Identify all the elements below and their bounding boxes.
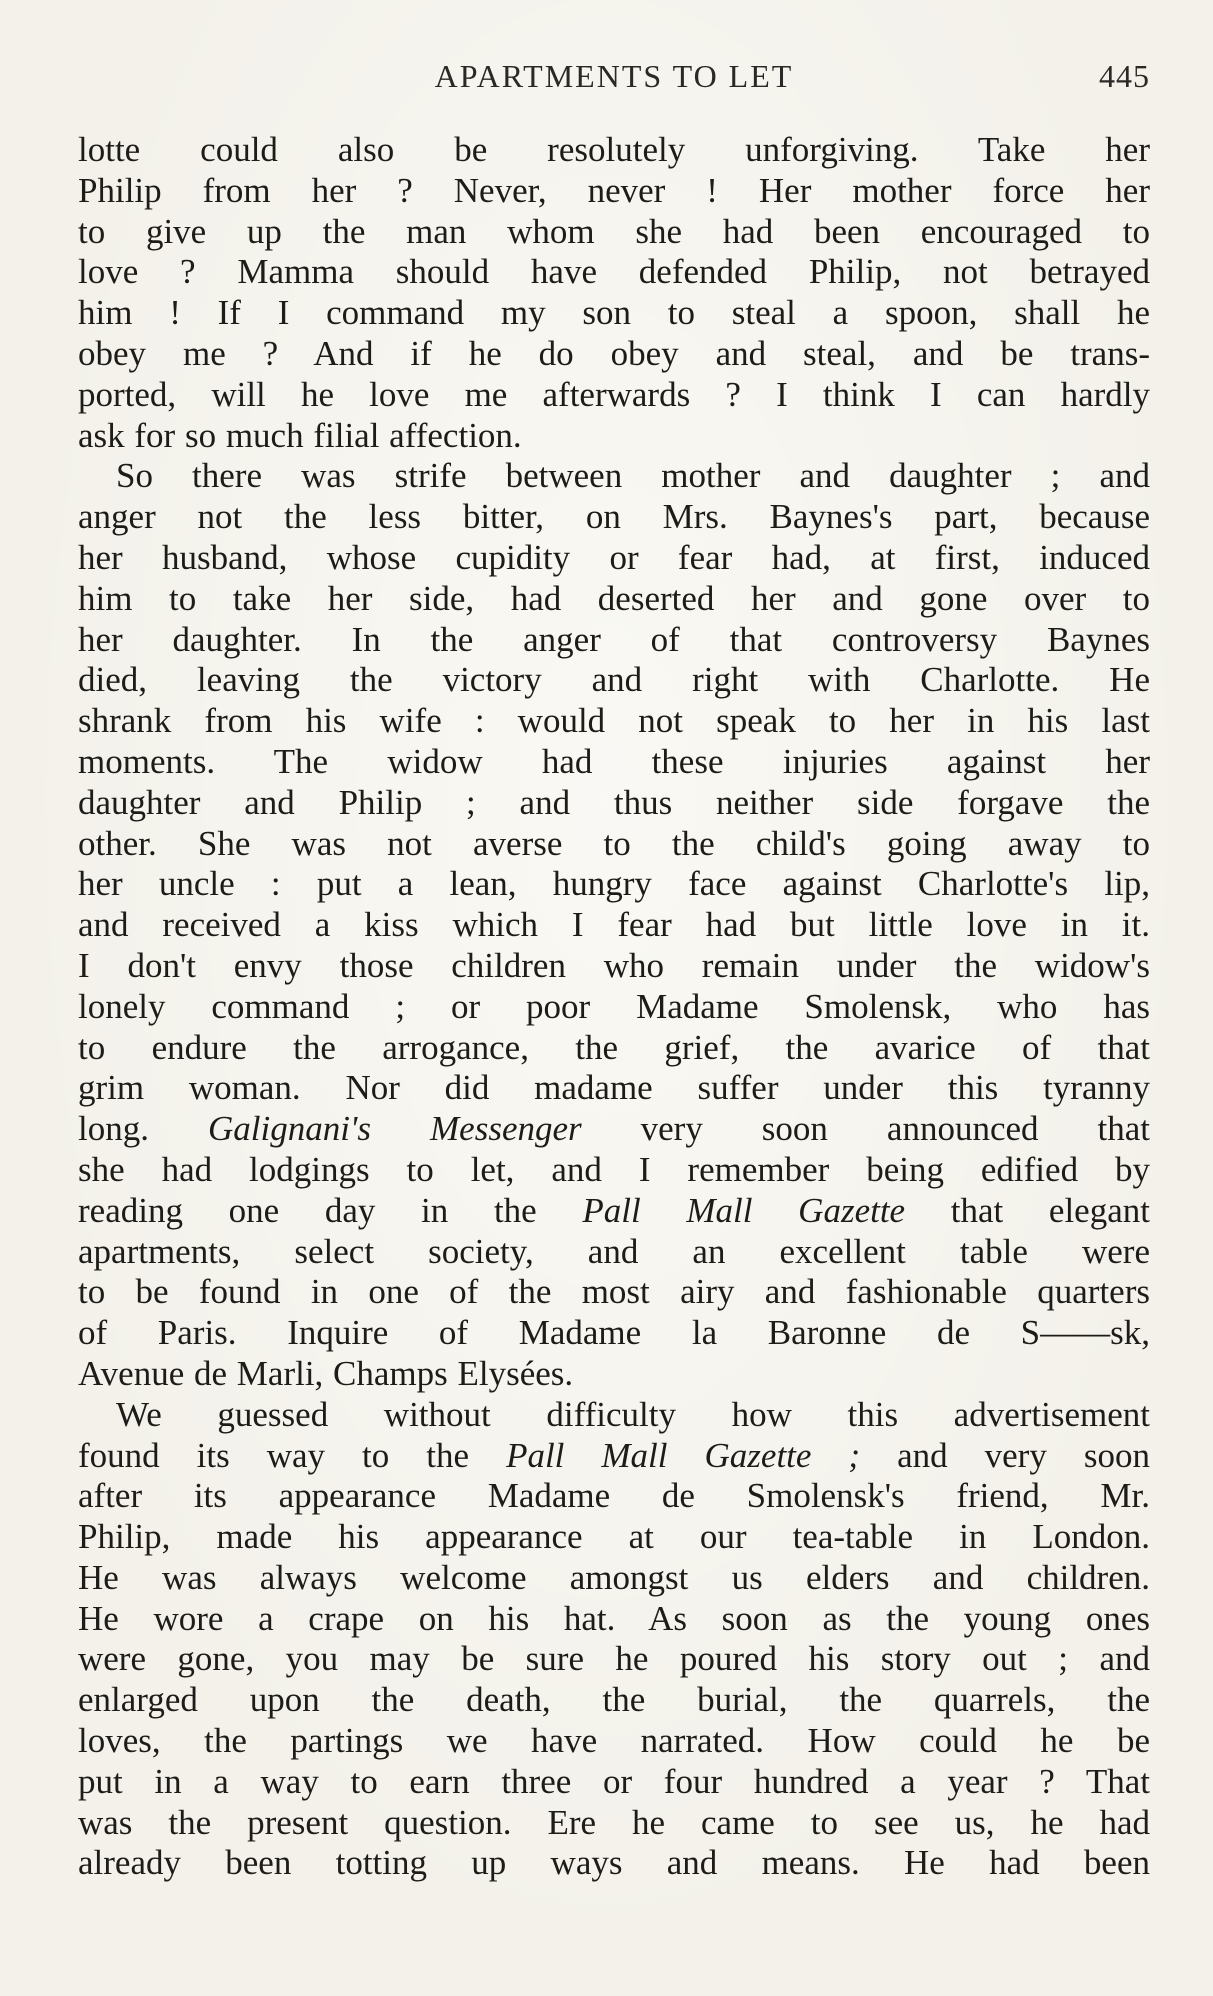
page-number: 445	[1099, 58, 1150, 94]
text-line: him ! If I command my son to steal a spoon, shall he	[78, 293, 1150, 333]
text-line: Philip from her ? Never, never ! Her mother force her	[78, 170, 1150, 210]
text-line: ported, will he love me afterwards ? I think I can hardly	[78, 374, 1150, 414]
text-line: enlarged upon the death, the burial, the quarrels, the	[78, 1680, 1150, 1720]
italic-title: Pall Mall Gazette ;	[506, 1435, 861, 1475]
text-line: her daughter. In the anger of that controversy Baynes	[78, 619, 1150, 659]
text-line: lonely command ; or poor Madame Smolensk, who has	[78, 986, 1150, 1026]
text-line: Philip, made his appearance at our tea-table in London.	[78, 1517, 1150, 1557]
running-head	[78, 58, 1150, 102]
text-segment: and very soon	[860, 1435, 1150, 1475]
text-line: was the present question. Ere he came to see us, he had	[78, 1802, 1150, 1842]
text-line: other. She was not averse to the child's going away to	[78, 823, 1150, 863]
text-line: anger not the less bitter, on Mrs. Baynes's part, because	[78, 497, 1150, 537]
text-line: already been totting up ways and means. He had been	[78, 1843, 1150, 1883]
text-line: to give up the man whom she had been encouraged to	[78, 211, 1150, 251]
text-line: her uncle : put a lean, hungry face against Charlotte's lip,	[78, 864, 1150, 904]
text-line: put in a way to earn three or four hundred a year ? That	[78, 1761, 1150, 1801]
text-segment: very soon announced that	[581, 1109, 1150, 1149]
body-text	[78, 130, 1150, 1884]
text-segment: long.	[78, 1109, 208, 1149]
text-line: I don't envy those children who remain under the widow's	[78, 945, 1150, 985]
text-line: obey me ? And if he do obey and steal, and be trans-	[78, 333, 1150, 373]
text-line	[78, 1191, 1150, 1232]
text-line: daughter and Philip ; and thus neither side forgave the	[78, 782, 1150, 822]
text-line: ask for so much filial affection.	[78, 415, 522, 455]
text-line	[78, 1436, 1150, 1477]
text-line: she had lodgings to let, and I remember being edified by	[78, 1149, 1150, 1189]
text-segment: reading one day in the	[78, 1190, 583, 1230]
text-line: He was always welcome amongst us elders and children.	[78, 1557, 1150, 1597]
text-line: and received a kiss which I fear had but little love in it.	[78, 905, 1150, 945]
text-segment: that elegant	[905, 1190, 1150, 1230]
text-line: were gone, you may be sure he poured his story out ; and	[78, 1639, 1150, 1679]
text-line: of Paris. Inquire of Madame la Baronne de S——sk,	[78, 1313, 1150, 1353]
italic-title: Galignani's Messenger	[207, 1109, 582, 1149]
text-line: loves, the partings we have narrated. How could he be	[78, 1721, 1150, 1761]
text-segment: found its way to the	[78, 1435, 507, 1475]
text-line: to endure the arrogance, the grief, the avarice of that	[78, 1027, 1150, 1067]
text-line: moments. The widow had these injuries against her	[78, 741, 1150, 781]
text-line: shrank from his wife : would not speak to her in his last	[78, 701, 1150, 741]
text-line: lotte could also be resolutely unforgiving. Take her	[78, 130, 1150, 169]
text-line: grim woman. Nor did madame suffer under this tyranny	[78, 1068, 1150, 1108]
text-line: apartments, select society, and an excellent table were	[78, 1231, 1150, 1271]
text-line: We guessed without difficulty how this advertisement	[116, 1394, 1150, 1434]
text-line: to be found in one of the most airy and fashionable quarters	[78, 1272, 1150, 1312]
italic-title: Pall Mall Gazette	[582, 1190, 906, 1230]
text-line: Avenue de Marli, Champs Elysées.	[78, 1353, 574, 1393]
text-line: him to take her side, had deserted her and gone over to	[78, 578, 1150, 618]
text-line: So there was strife between mother and daughter ; and	[116, 456, 1150, 496]
text-line: love ? Mamma should have defended Philip, not betrayed	[78, 252, 1150, 292]
text-line: her husband, whose cupidity or fear had, at first, induced	[78, 537, 1150, 577]
text-line: He wore a crape on his hat. As soon as the young ones	[78, 1598, 1150, 1638]
text-line: after its appearance Madame de Smolensk's friend, Mr.	[78, 1476, 1150, 1516]
running-title: APARTMENTS TO LET	[434, 58, 794, 94]
text-line: died, leaving the victory and right with Charlotte. He	[78, 660, 1150, 700]
text-line	[78, 1109, 1150, 1150]
